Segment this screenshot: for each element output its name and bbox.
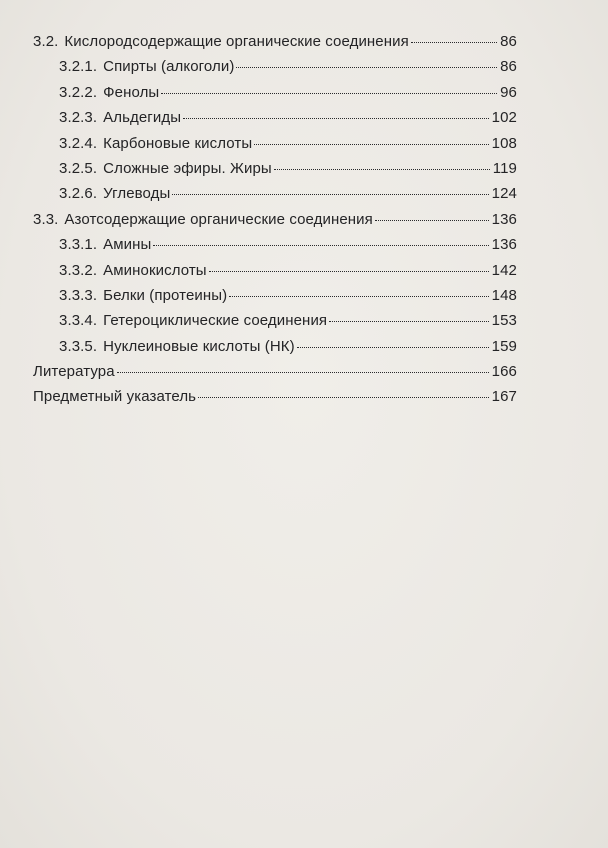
- toc-entry-title: Спирты (алкоголи): [103, 58, 235, 76]
- dot-leader: [198, 397, 489, 398]
- toc-entry-number: 3.3.4.: [59, 312, 98, 330]
- toc-entry-number: 3.2.3.: [59, 109, 98, 127]
- toc-entry-literature: [33, 363, 517, 388]
- table-of-contents: [33, 33, 517, 414]
- toc-entry-3-3-2: [33, 262, 517, 287]
- dot-leader: [236, 67, 497, 68]
- toc-entry-3-3-3: [33, 287, 517, 312]
- dot-leader: [375, 220, 489, 221]
- toc-entry-page: 136: [491, 236, 517, 254]
- toc-entry-subject-index: [33, 388, 517, 413]
- toc-entry-number: 3.3.5.: [59, 337, 98, 355]
- toc-entry-3-3-5: [33, 338, 517, 363]
- toc-entry-title: Альдегиды: [103, 109, 182, 127]
- toc-entry-number: 3.2.2.: [59, 83, 98, 101]
- toc-entry-page: 153: [491, 312, 517, 330]
- dot-leader: [411, 42, 497, 43]
- toc-entry-3-2: [33, 33, 517, 58]
- toc-entry-page: 119: [492, 159, 517, 177]
- toc-entry-title: Литература: [33, 363, 115, 381]
- dot-leader: [153, 245, 488, 246]
- dot-leader: [117, 372, 489, 373]
- dot-leader: [329, 321, 489, 322]
- toc-entry-page: 166: [491, 363, 517, 381]
- toc-entry-page: 96: [500, 83, 517, 101]
- toc-entry-title: Карбоновые кислоты: [103, 134, 253, 152]
- toc-entry-number: 3.2.6.: [59, 185, 98, 203]
- dot-leader: [209, 271, 489, 272]
- toc-entry-number: 3.3.: [33, 210, 59, 228]
- toc-entry-page: 86: [500, 33, 517, 50]
- toc-entry-page: 159: [491, 337, 517, 355]
- toc-entry-3-3-4: [33, 312, 517, 337]
- toc-entry-number: 3.2.1.: [59, 58, 98, 76]
- dot-leader: [254, 144, 488, 145]
- toc-entry-page: 86: [500, 58, 517, 76]
- toc-entry-3-2-2: [33, 84, 517, 109]
- toc-entry-title: Углеводы: [103, 185, 171, 203]
- toc-entry-page: 124: [491, 185, 517, 203]
- toc-entry-title: Кислородсодержащие органические соединения: [64, 33, 409, 50]
- dot-leader: [183, 118, 489, 119]
- toc-entry-number: 3.3.1.: [59, 236, 98, 254]
- toc-entry-3-2-5: [33, 160, 517, 185]
- toc-entry-page: 108: [491, 134, 517, 152]
- toc-entry-3-3: [33, 211, 517, 236]
- toc-entry-title: Белки (протеины): [103, 286, 228, 304]
- toc-entry-title: Предметный указатель: [33, 388, 197, 406]
- toc-entry-page: 136: [491, 210, 517, 228]
- toc-entry-number: 3.3.3.: [59, 286, 98, 304]
- toc-entry-number: 3.2.: [33, 33, 59, 50]
- toc-entry-page: 167: [491, 388, 517, 406]
- dot-leader: [274, 169, 490, 170]
- toc-entry-title: Амины: [103, 236, 152, 254]
- toc-entry-3-2-4: [33, 135, 517, 160]
- dot-leader: [161, 93, 497, 94]
- dot-leader: [172, 194, 488, 195]
- toc-entry-page: 142: [491, 261, 517, 279]
- toc-entry-title: Гетероциклические соединения: [103, 312, 328, 330]
- toc-entry-number: 3.2.5.: [59, 159, 98, 177]
- toc-entry-3-2-1: [33, 58, 517, 83]
- toc-entry-title: Сложные эфиры. Жиры: [103, 159, 272, 177]
- dot-leader: [229, 296, 488, 297]
- toc-entry-number: 3.3.2.: [59, 261, 98, 279]
- toc-entry-title: Фенолы: [103, 83, 160, 101]
- toc-entry-3-2-6: [33, 185, 517, 210]
- toc-entry-title: Азотсодержащие органические соединения: [64, 210, 373, 228]
- toc-entry-page: 102: [491, 109, 517, 127]
- toc-entry-3-2-3: [33, 109, 517, 134]
- toc-entry-page: 148: [491, 286, 517, 304]
- toc-entry-title: Аминокислоты: [103, 261, 207, 279]
- toc-entry-title: Нуклеиновые кислоты (НК): [103, 337, 295, 355]
- toc-entry-3-3-1: [33, 236, 517, 261]
- toc-entry-number: 3.2.4.: [59, 134, 98, 152]
- dot-leader: [297, 347, 489, 348]
